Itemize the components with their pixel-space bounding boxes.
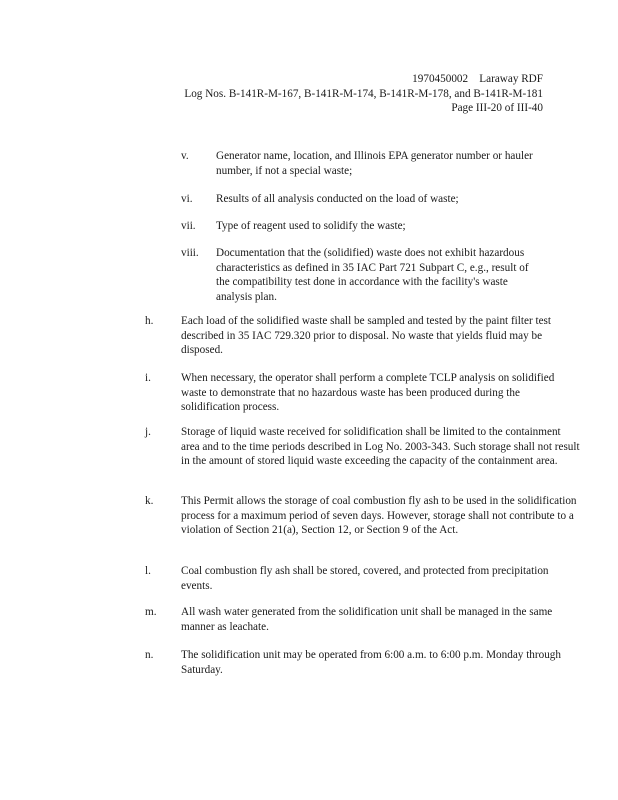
item-text: Each load of the solidified waste shall be sampled and tested by the paint filter test described in 35 IAC 729.320 prior to disposal. No waste that yields fluid may be disposed. [181,315,552,357]
item-text: All wash water generated from the solidification unit shall be managed in the same manner as leachate. [181,606,553,633]
item-text: When necessary, the operator shall perform a complete TCLP analysis on solidified waste to demonstrate that no hazardous waste has been produced during the solidification process. [181,372,555,414]
subitem-text: Type of reagent used to solidify the waste; [216,220,406,232]
header-log-numbers: Log Nos. B-141R-M-167, B-141R-M-174, B-141R-M-178, and B-141R-M-181 [184,87,543,100]
header-page-number: Page III-20 of III-40 [451,102,543,114]
page-header [184,72,543,116]
item-marker: l. [145,565,151,577]
subitem-marker: v. [181,150,189,162]
subitem-text: Generator name, location, and Illinois EPA generator number or hauler number, if not a special waste; [216,150,533,177]
item-marker: i. [145,372,151,384]
item-marker: n. [145,649,154,661]
item-marker: j. [145,426,151,438]
item-text: Storage of liquid waste received for solidification shall be limited to the containment area and to the time periods described in Log No. 2003-343. Such storage shall not result in the amount of stored liquid waste exceeding the capacity of the containment area. [181,426,580,468]
subitem-marker: viii. [181,247,199,259]
item-text: The solidification unit may be operated from 6:00 a.m. to 6:00 p.m. Monday through Saturday. [181,649,561,676]
item-marker: k. [145,495,154,507]
subitem-marker: vi. [181,193,193,205]
subitem-text: Results of all analysis conducted on the load of waste; [216,193,459,205]
item-marker: m. [145,606,157,618]
header-facility-line: 1970450002 Laraway RDF [412,73,543,85]
subitem-marker: vii. [181,220,196,232]
item-text: This Permit allows the storage of coal combustion fly ash to be used in the solidification process for a maximum period of seven days. However, storage shall not contribute to a violation of Section 21(a), Section 12, or Section 9 of the Act. [181,495,577,537]
item-text: Coal combustion fly ash shall be stored, covered, and protected from precipitation events. [181,565,549,592]
subitem-text: Documentation that the (solidified) waste does not exhibit hazardous characteristics as defined in 35 IAC Part 721 Subpart C, e.g., result of the compatibility test done in accordance with the facility's waste analysis plan. [216,247,529,303]
item-marker: h. [145,315,154,327]
